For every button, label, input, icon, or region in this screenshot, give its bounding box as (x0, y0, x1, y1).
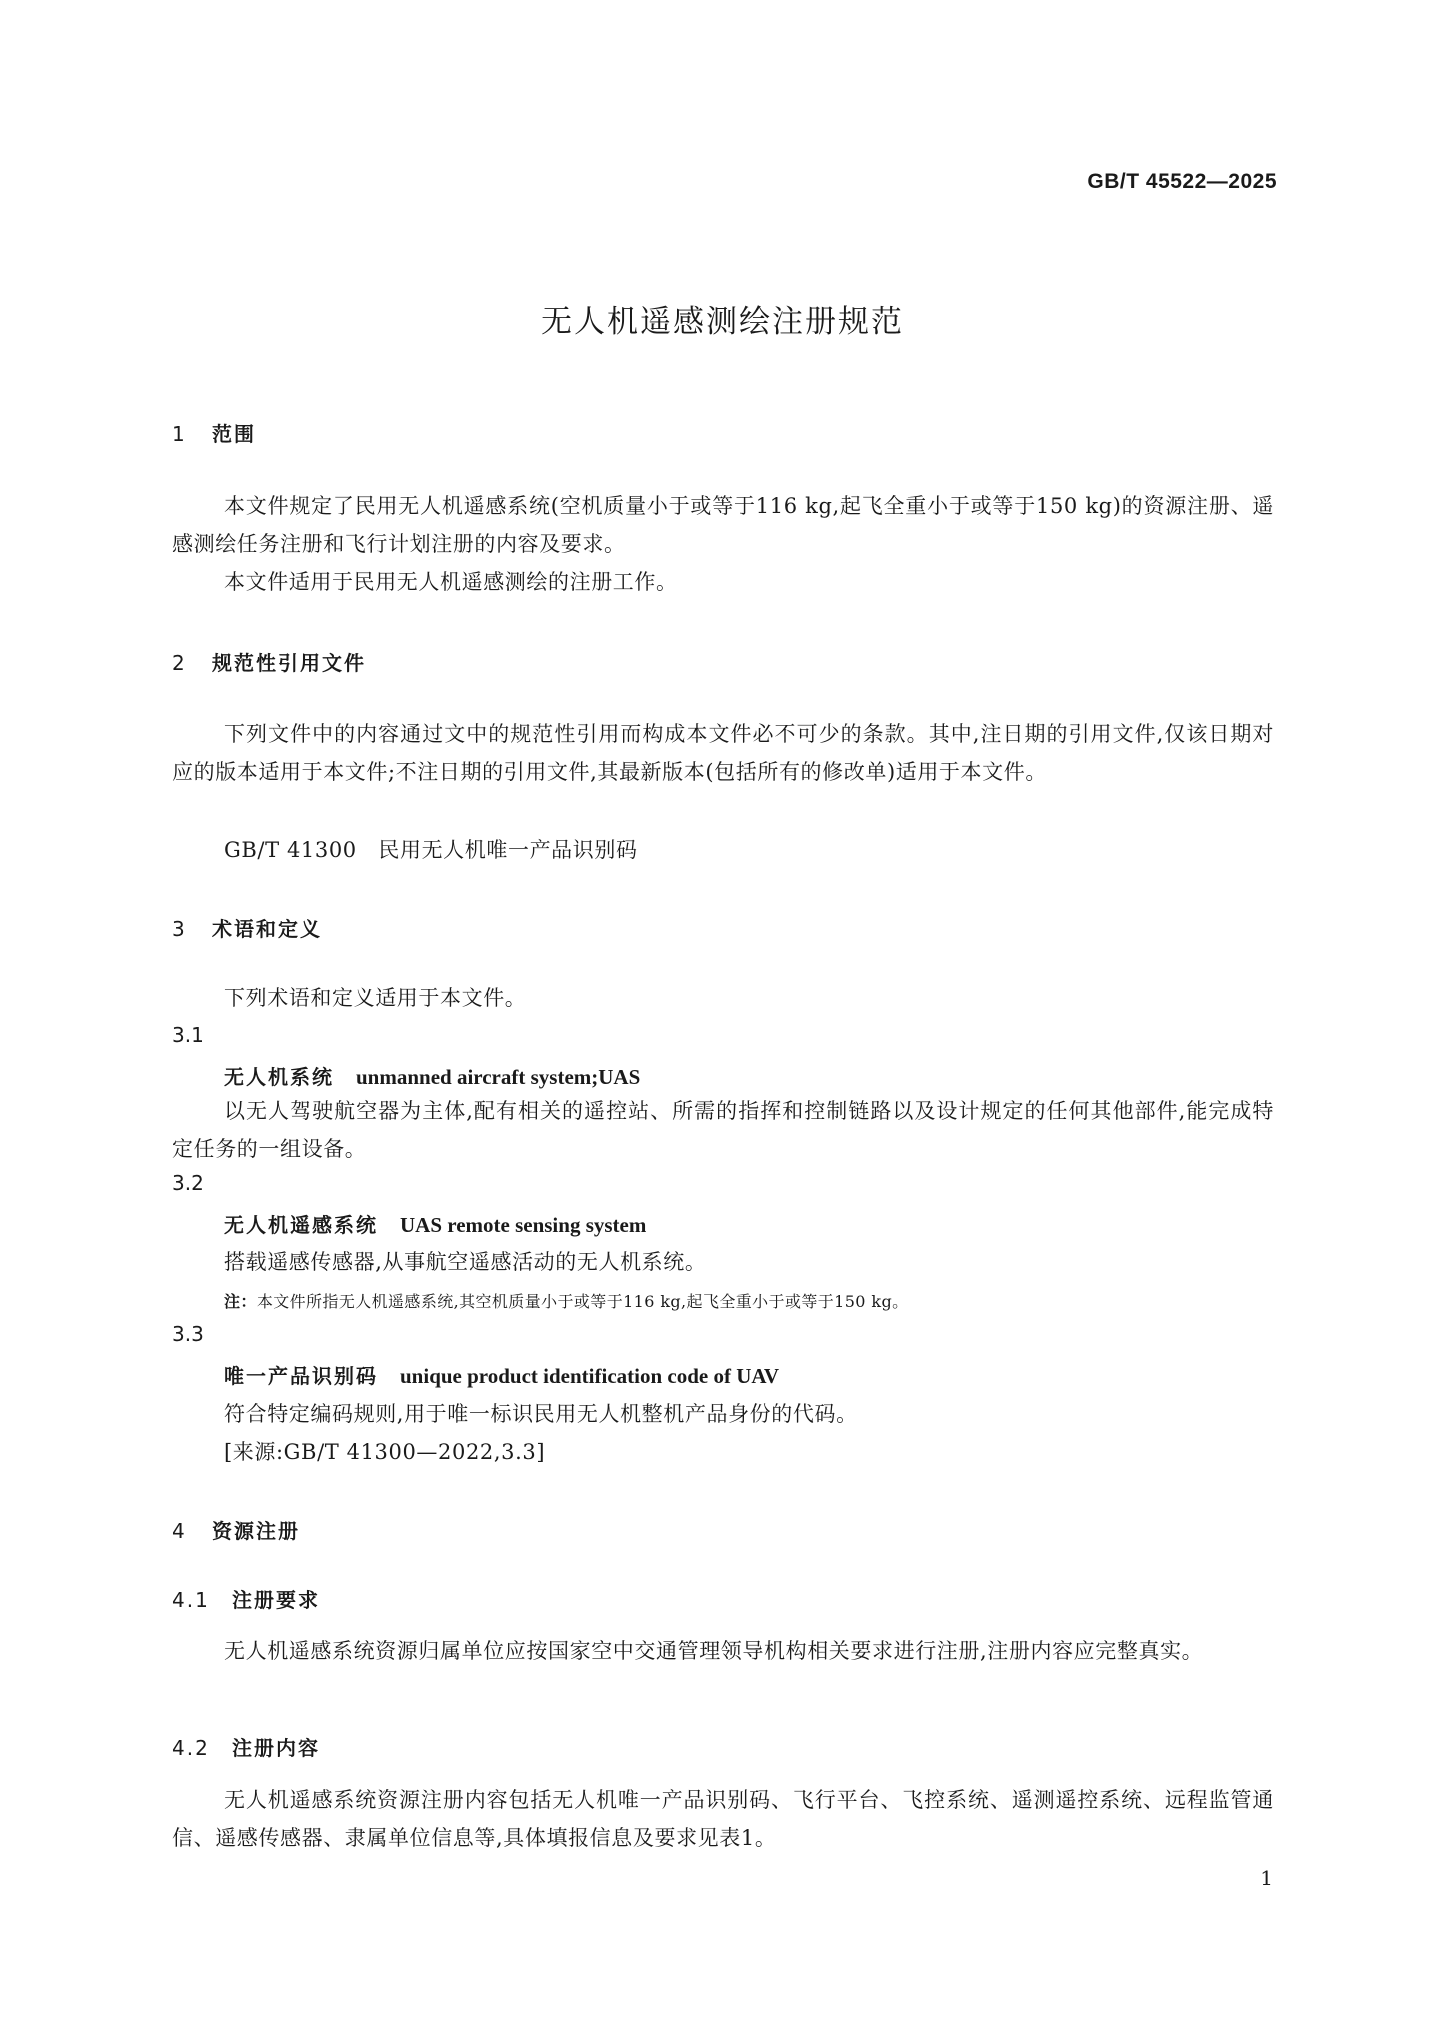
term-note (224, 1289, 909, 1312)
section-title: 术语和定义 (212, 917, 322, 941)
section-1-paragraph-2: 本文件适用于民用无人机遥感测绘的注册工作。 (224, 570, 678, 594)
section-4-heading (172, 1515, 300, 1544)
term-definition: 以无人驾驶航空器为主体,配有相关的遥控站、所需的指挥和控制链路以及设计规定的任何其他部件,能完成特定任务的一组设备。 (172, 1099, 1274, 1161)
subsection-4-2-paragraph: 无人机遥感系统资源注册内容包括无人机唯一产品识别码、飞行平台、飞控系统、遥测遥控系统、远程监管通信、遥感传感器、隶属单位信息等,具体填报信息及要求见表1。 (172, 1788, 1274, 1850)
section-1-heading (172, 418, 256, 447)
subsection-title: 注册内容 (232, 1736, 320, 1760)
section-3-intro: 下列术语和定义适用于本文件。 (224, 986, 527, 1010)
subsection-number: 4.1 (172, 1588, 210, 1612)
term-zh: 唯一产品识别码 (224, 1364, 378, 1388)
subsection-title: 注册要求 (232, 1588, 320, 1612)
term-en: UAS remote sensing system (400, 1213, 647, 1237)
section-title: 资源注册 (212, 1519, 300, 1543)
document-title: 无人机遥感测绘注册规范 (541, 304, 904, 340)
standard-code: GB/T 45522—2025 (1087, 170, 1277, 193)
term-definition: 符合特定编码规则,用于唯一标识民用无人机整机产品身份的代码。 (224, 1402, 858, 1426)
page-number: 1 (1260, 1866, 1273, 1890)
term-en: unmanned aircraft system;UAS (356, 1065, 641, 1089)
term-heading (224, 1360, 779, 1389)
section-2-heading (172, 647, 366, 676)
term-heading (224, 1209, 646, 1238)
note-label: 注： (224, 1292, 257, 1311)
subsection-4-1-heading (172, 1584, 320, 1613)
subsection-4-1-paragraph: 无人机遥感系统资源归属单位应按国家空中交通管理领导机构相关要求进行注册,注册内容应完整真实。 (224, 1639, 1204, 1663)
section-number: 2 (172, 651, 187, 675)
term-number: 3.1 (172, 1023, 204, 1047)
term-en: unique product identification code of UAV (400, 1364, 780, 1388)
term-source: [来源:GB/T 41300—2022,3.3] (224, 1440, 546, 1464)
section-title: 规范性引用文件 (212, 651, 366, 675)
term-heading (224, 1061, 640, 1090)
subsection-4-2-heading (172, 1732, 320, 1761)
term-zh: 无人机系统 (224, 1065, 334, 1089)
term-zh: 无人机遥感系统 (224, 1213, 378, 1237)
term-number: 3.2 (172, 1171, 204, 1195)
section-number: 1 (172, 422, 187, 446)
section-number: 3 (172, 917, 187, 941)
normative-reference: GB/T 41300 民用无人机唯一产品识别码 (224, 838, 638, 862)
section-1-paragraph-1: 本文件规定了民用无人机遥感系统(空机质量小于或等于116 kg,起飞全重小于或等于150 kg)的资源注册、遥感测绘任务注册和飞行计划注册的内容及要求。 (172, 494, 1274, 556)
note-text: 本文件所指无人机遥感系统,其空机质量小于或等于116 kg,起飞全重小于或等于150 kg。 (256, 1292, 909, 1311)
term-definition: 搭载遥感传感器,从事航空遥感活动的无人机系统。 (224, 1250, 707, 1274)
section-number: 4 (172, 1519, 187, 1543)
section-title: 范围 (212, 422, 256, 446)
subsection-number: 4.2 (172, 1736, 210, 1760)
section-2-paragraph: 下列文件中的内容通过文中的规范性引用而构成本文件必不可少的条款。其中,注日期的引用文件,仅该日期对应的版本适用于本文件;不注日期的引用文件,其最新版本(包括所有的修改单)适用于本文件。 (172, 722, 1274, 784)
term-number: 3.3 (172, 1322, 204, 1346)
section-3-heading (172, 913, 322, 942)
